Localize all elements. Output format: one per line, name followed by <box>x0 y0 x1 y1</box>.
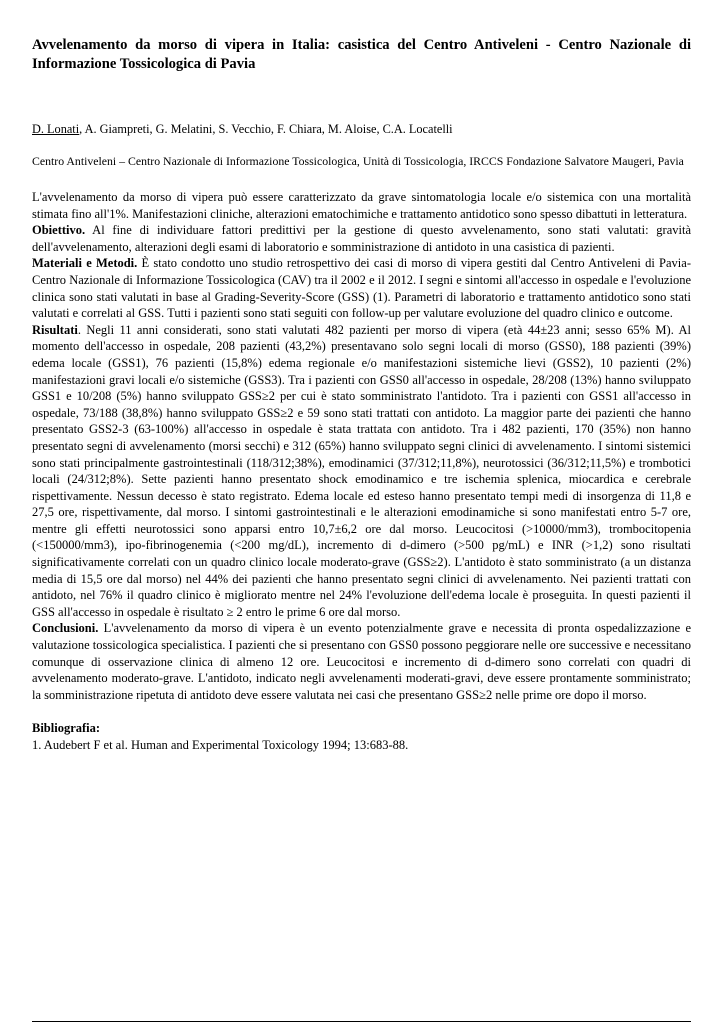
bibliography-heading: Bibliografia: <box>32 721 101 736</box>
footer-divider <box>32 1021 691 1022</box>
results-text: . Negli 11 anni considerati, sono stati valutati 482 pazienti per morso di vipera (età 44±23 anni; sesso 65% M). Al momento dell'accesso in ospedale, 208 pazienti (43,2%) presentavano solo segni locali di morso (GSS0), 188 pazienti (39%) edema locale (GSS1), 76 pazienti (15,8%) edema regionale e/o manifestazioni sistemiche lievi (GSS2), 10 pazienti (2%) manifestazioni gravi locali e/o sistemiche (GSS3). Tra i pazienti con GSS0 all'accesso in ospedale, 28/208 (13%) hanno sviluppato GSS1 e 10/208 (5%) hanno sviluppato GSS≥2 per cui è stato somministrato l'antidoto. Tra i pazienti con GSS1 all'accesso in ospedale, 73/188 (38,8%) hanno sviluppato GSS≥2 e 59 sono stati trattati con antidoto. La maggior parte dei pazienti che hanno presentato GSS2-3 (63-100%) all'accesso in ospedale è stata trattata con antidoto. Tra i 482 pazienti, 170 (35%) non hanno presentato segni di avvelenamento (morsi secchi) e 312 (65%) hanno sviluppato segni clinici di avvelenamento. I sintomi sistemici sono stati principalmente gastrointestinali (118/312;38%), emodinamici (37/312;11,8%), neurotossici (36/312;11,5%) e trombotici locali (24/312;8%). Sette pazienti hanno presentato shock emodinamico e tre ischemia splenica, miocardica e cerebrale rispettivamente. Nessun decesso è stato registrato. Edema locale ed esteso hanno presentato tempi medi di insorgenza di 11,8 e 27,5 ore, rispettivamente, dal morso. I sintomi gastrointestinali e le alterazioni emodinamiche si sono manifestati entro 5-7 ore, mentre gli effetti neurotossici sono apparsi entro 10,7±6,2 ore dal morso. Leucocitosi (>10000/mm3), trombocitopenia (<150000/mm3), ipo-fibrinogenemia (<200 mg/dL), incremento di d-dimero (>500 pg/mL) e INR (>1,2) sono risultati significativamente correlati con un quadro clinico locale moderato-grave (GSS≥2). L'antidoto è stato somministrato (a un distanza media di 15,5 ore dal morso) nel 44% dei pazienti che hanno presentato segni clinici di avvelenamento. Nei pazienti trattati con antidoto, nel 76% il quadro clinico è migliorato mentre nel 24% l'evoluzione dell'edema locale è proseguita. In questi pazienti il GSS all'accesso in ospedale è risultato ≥ 2 entro le prime 6 ore dal morso. <box>32 322 691 619</box>
results-label: Risultati <box>32 322 78 337</box>
objective-label: Obiettivo. <box>32 223 86 238</box>
author-list <box>32 121 691 137</box>
bibliography-item: 1. Audebert F et al. Human and Experimental Toxicology 1994; 13:683-88. <box>32 738 409 752</box>
methods-label: Materiali e Metodi. <box>32 256 138 271</box>
document-page <box>32 36 691 754</box>
results-paragraph <box>32 322 691 621</box>
intro-paragraph: L'avvelenamento da morso di vipera può essere caratterizzato da grave sintomatologia locale e/o sistemica con una mortalità stimata fino all'1%. Manifestazioni cliniche, alterazioni ematochimiche e trattamento antidotico sono spesso dibattuti in letteratura. <box>32 190 691 221</box>
bibliography <box>32 720 691 753</box>
paper-title: Avvelenamento da morso di vipera in Italia: casistica del Centro Antiveleni - Centro Nazionale di Informazione Tossicologica di Pavia <box>32 37 691 72</box>
objective-paragraph <box>32 222 691 255</box>
presenting-author: D. Lonati <box>32 122 80 136</box>
co-authors: , A. Giampreti, G. Melatini, S. Vecchio, F. Chiara, M. Aloise, C.A. Locatelli <box>79 122 453 136</box>
conclusions-paragraph <box>32 620 691 703</box>
affiliation: Centro Antiveleni – Centro Nazionale di Informazione Tossicologica, Unità di Tossicologia, IRCCS Fondazione Salvatore Maugeri, Pavia <box>32 154 684 168</box>
abstract-body <box>32 189 691 703</box>
conclusions-text: L'avvelenamento da morso di vipera è un evento potenzialmente grave e necessita di pronta ospedalizzazione e valutazione tossicologica specialistica. I pazienti che si presentano con GSS0 possono peggiorare nelle ore successive e necessitano comunque di osservazione clinica di almeno 12 ore. Leucocitosi e incremento di d-dimero sono correlati con quadri di avvelenamento moderato-grave. L'antidoto, indicato negli avvelenamenti moderati-gravi, deve essere prontamente somministrato; la somministrazione ripetuta di antidoto deve essere valutata nei casi che presentano GSS≥2 nelle prime ore dopo il morso. <box>32 621 691 702</box>
objective-text: Al fine di individuare fattori predittivi per la gestione di questo avvelenamento, sono stati valutati: gravità dell'avvelenamento, alterazioni degli esami di laboratorio e somministrazione di antidoto in una casistica di pazienti. <box>32 223 691 254</box>
conclusions-label: Conclusioni. <box>32 621 99 636</box>
methods-text: È stato condotto uno studio retrospettivo dei casi di morso di vipera gestiti dal Centro Antiveleni di Pavia-Centro Nazionale di Informazione Tossicologica (CAV) tra il 2002 e il 2012. I segni e sintomi all'accesso in ospedale e l'evoluzione clinica sono stati valutati in base al Grading-Severity-Score (GSS) (1). Parametri di laboratorio e trattamento antidotico sono stati valutati e correlati al GSS. Tutti i pazienti sono stati seguiti con follow-up per valutare evoluzione del quadro clinico e outcome. <box>32 256 691 321</box>
methods-paragraph <box>32 255 691 321</box>
